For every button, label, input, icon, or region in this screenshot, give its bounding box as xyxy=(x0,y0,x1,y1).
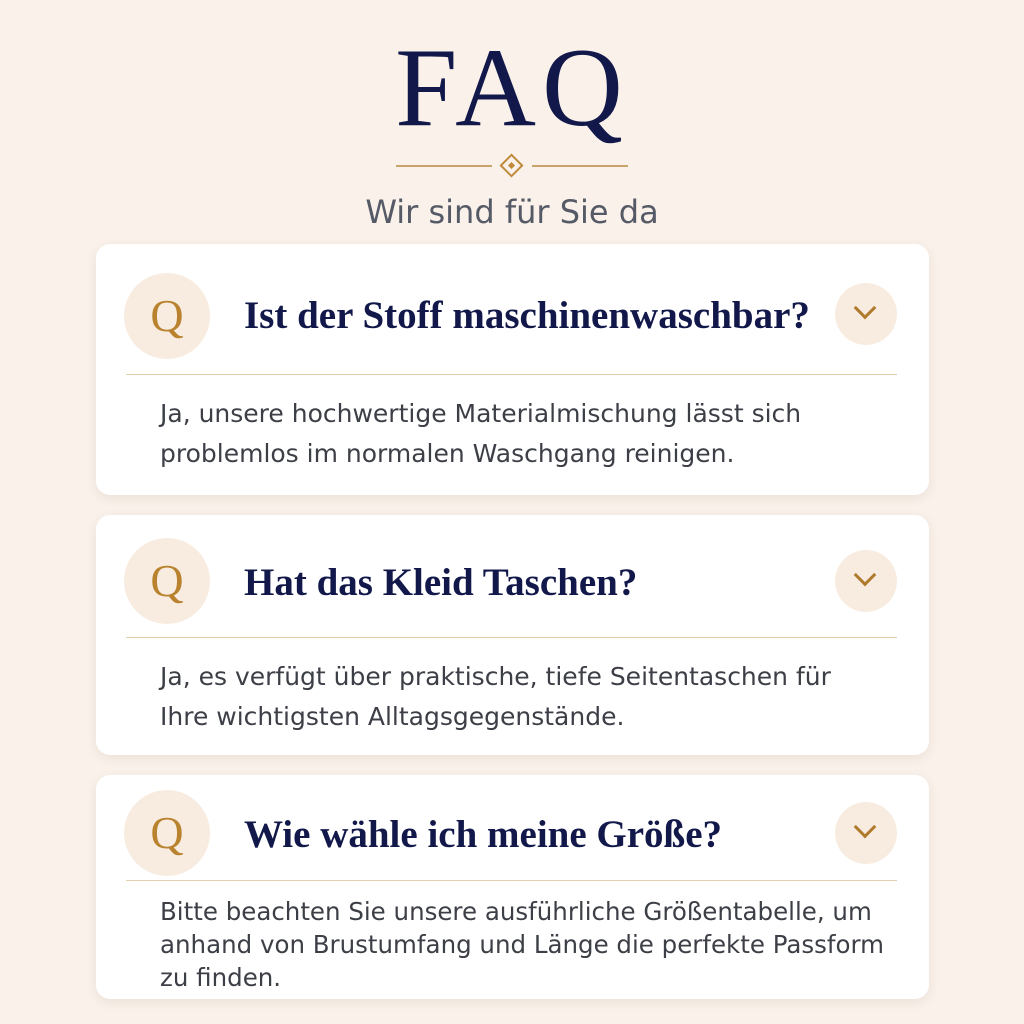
divider-line-left xyxy=(396,165,492,167)
card-divider xyxy=(126,637,897,638)
faq-question[interactable]: Hat das Kleid Taschen? xyxy=(244,561,638,604)
chevron-down-icon xyxy=(854,564,877,587)
chevron-down-icon xyxy=(854,297,877,320)
card-divider xyxy=(126,880,897,881)
faq-question[interactable]: Wie wähle ich meine Größe? xyxy=(244,813,723,856)
card-divider xyxy=(126,374,897,375)
faq-answer: Ja, es verfügt über praktische, tiefe Seitentaschen für Ihre wichtigsten Alltagsgegenstände. xyxy=(160,662,831,731)
faq-answer: Bitte beachten Sie unsere ausführliche Größentabelle, um anhand von Brustumfang und Länge die perfekte Passform zu finden. xyxy=(160,897,885,992)
expand-toggle-button[interactable] xyxy=(835,283,897,345)
page-subtitle: Wir sind für Sie da xyxy=(365,193,659,231)
question-badge: Q xyxy=(124,790,210,876)
expand-toggle-button[interactable] xyxy=(835,802,897,864)
question-badge: Q xyxy=(124,538,210,624)
question-badge: Q xyxy=(124,273,210,359)
expand-toggle-button[interactable] xyxy=(835,550,897,612)
faq-item xyxy=(96,515,929,755)
divider-line-right xyxy=(532,165,628,167)
page-title: FAQ xyxy=(395,26,629,150)
faq-question[interactable]: Ist der Stoff maschinenwaschbar? xyxy=(244,294,810,337)
diamond-icon xyxy=(499,153,523,177)
faq-answer: Ja, unsere hochwertige Materialmischung lässt sich problemlos im normalen Waschgang reinigen. xyxy=(160,399,802,468)
faq-item xyxy=(96,775,929,999)
ornamental-divider xyxy=(396,156,628,176)
faq-header xyxy=(0,0,1024,240)
faq-item xyxy=(96,244,929,495)
chevron-down-icon xyxy=(854,816,877,839)
